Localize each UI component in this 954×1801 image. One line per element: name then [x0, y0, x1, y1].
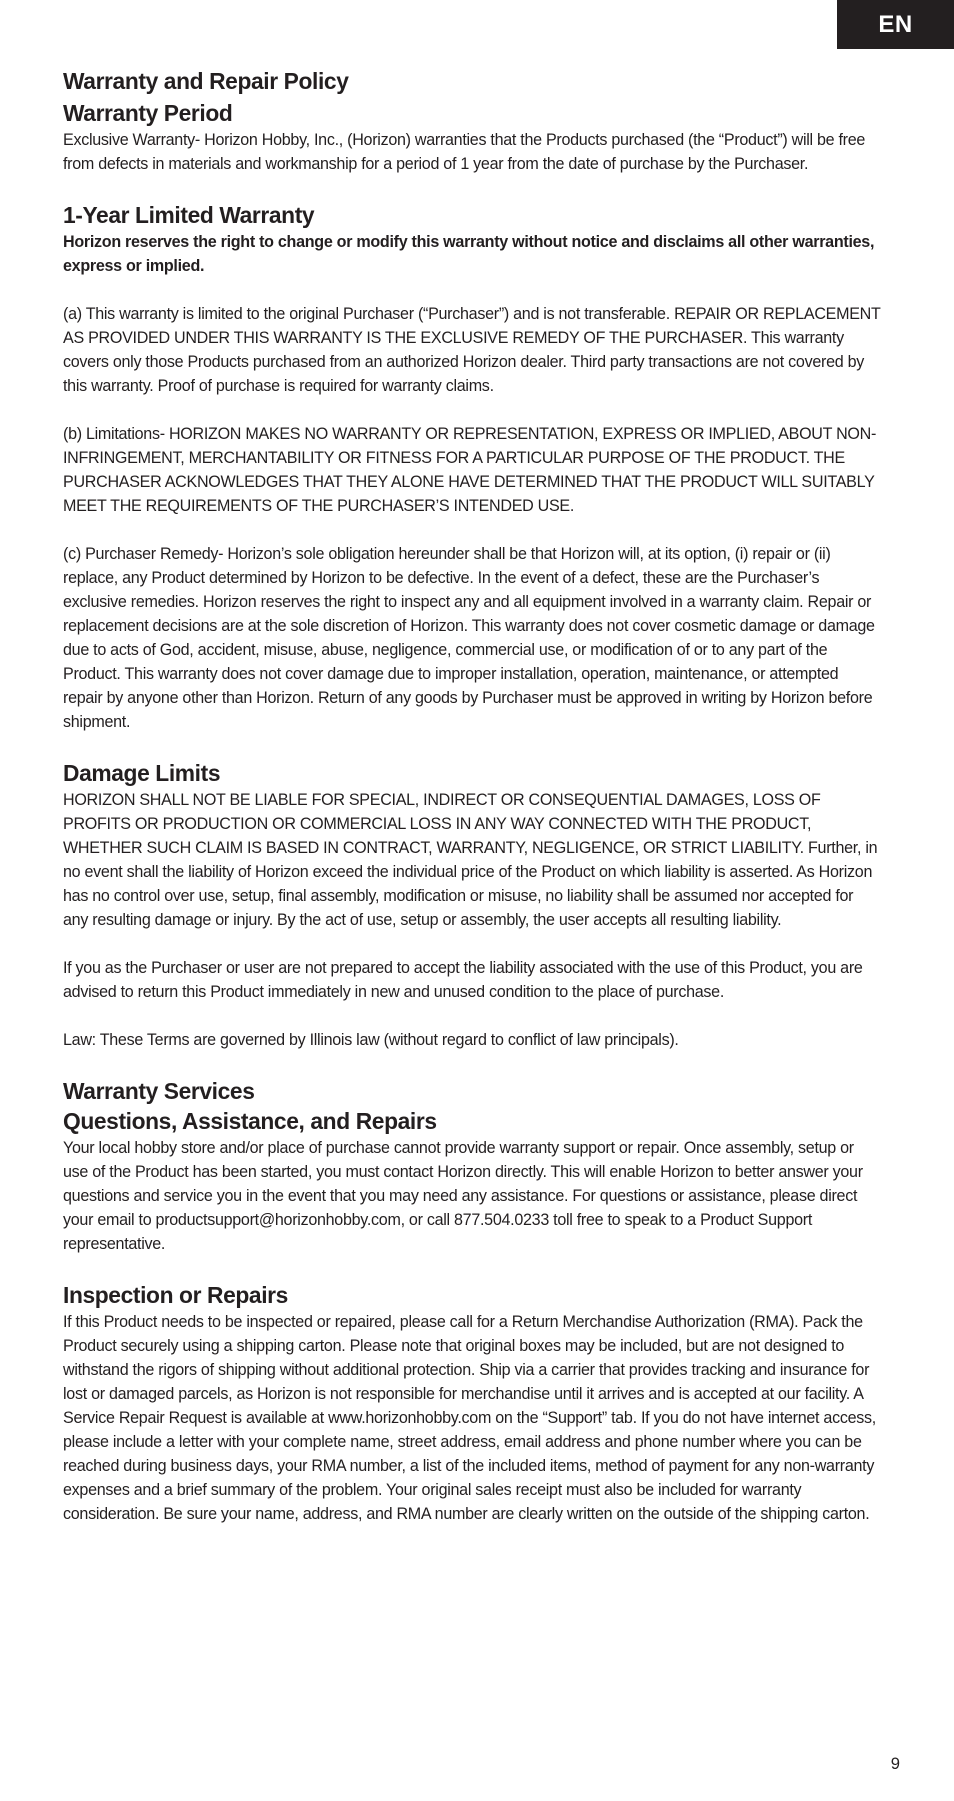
inspection-heading: Inspection or Repairs — [63, 1282, 288, 1308]
limited-warranty-note: Horizon reserves the right to change or modify this warranty without notice and disclaims all other warranties, express or implied. — [63, 232, 875, 275]
limited-warranty-para-a: (a) This warranty is limited to the original Purchaser (“Purchaser”) and is not transferable. REPAIR OR REPLACEMENT AS PROVIDED UNDER THIS WARRANTY IS THE EXCLUSIVE REMEDY OF THE PURCHASER. This warranty covers only those Products purchased from an authorized Horizon dealer. Third party transactions are not covered by this warranty. Proof of purchase is required for warranty claims. — [63, 304, 881, 395]
questions-assistance-heading: Questions, Assistance, and Repairs — [63, 1108, 437, 1134]
page-number: 9 — [890, 1754, 900, 1773]
damage-limits-heading: Damage Limits — [63, 760, 221, 786]
warranty-services-body: Your local hobby store and/or place of purchase cannot provide warranty support or repair. Once assembly, setup or use of the Product has been started, you must contact Horizon directly. This will enable Horizon to better answer your questions and service you in the event that you may need any assistance. For questions or assistance, please direct your email to productsupport@horizonhobby.com, or call 877.504.0233 toll free to speak to a Product Support representative. — [63, 1138, 863, 1253]
limited-warranty-heading: 1-Year Limited Warranty — [63, 202, 315, 228]
warranty-period-heading: Warranty Period — [63, 100, 233, 126]
limited-warranty-para-b: (b) Limitations- HORIZON MAKES NO WARRANTY OR REPRESENTATION, EXPRESS OR IMPLIED, ABOUT NON-INFRINGEMENT, MERCHANTABILITY OR FITNESS FOR A PARTICULAR PURPOSE OF THE PRODUCT. THE PURCHASER ACKNOWLEDGES THAT THEY ALONE HAVE DETERMINED THAT THE PRODUCT WILL SUITABLY MEET THE REQUIREMENTS OF THE PURCHASER’S INTENDED USE. — [63, 424, 877, 515]
document-content — [63, 64, 907, 1526]
inspection-body: If this Product needs to be inspected or repaired, please call for a Return Merchandise Authorization (RMA). Pack the Product securely using a shipping carton. Please note that original boxes may be included, but are not designed to withstand the rigors of shipping without additional protection. Ship via a carrier that provides tracking and insurance for lost or damaged parcels, as Horizon is not responsible for merchandise until it arrives and is accepted at our facility. A Service Repair Request is available at www.horizonhobby.com on the “Support” tab. If you do not have internet access, please include a letter with your complete name, street address, email address and phone number where you can be reached during business days, your RMA number, a list of the included items, method of payment for any non-warranty expenses and a brief summary of the problem. Your original sales receipt must also be included for warranty consideration. Be sure your name, address, and RMA number are clearly written on the outside of the shipping carton. — [63, 1312, 876, 1523]
governing-law: Law: These Terms are governed by Illinois law (without regard to conflict of law principals). — [63, 1030, 679, 1049]
warranty-period-body: Exclusive Warranty- Horizon Hobby, Inc., (Horizon) warranties that the Products purchased (the “Product”) will be free from defects in materials and workmanship for a period of 1 year from the date of purchase by the Purchaser. — [63, 130, 866, 173]
warranty-services-heading: Warranty Services — [63, 1078, 255, 1104]
page-title: Warranty and Repair Policy — [63, 68, 349, 94]
damage-limits-para-2: If you as the Purchaser or user are not prepared to accept the liability associated with the use of this Product, you are advised to return this Product immediately in new and unused condition to the place of purchase. — [63, 958, 863, 1001]
language-tab: EN — [837, 0, 954, 49]
limited-warranty-para-c: (c) Purchaser Remedy- Horizon’s sole obligation hereunder shall be that Horizon will, at its option, (i) repair or (ii) replace, any Product determined by Horizon to be defective. In the event of a defect, these are the Purchaser’s exclusive remedies. Horizon reserves the right to inspect any and all equipment involved in a warranty claim. Repair or replacement decisions are at the sole discretion of Horizon. This warranty does not cover cosmetic damage or damage due to acts of God, accident, misuse, abuse, negligence, commercial use, or modification of or to any part of the Product. This warranty does not cover damage due to improper installation, operation, maintenance, or attempted repair by anyone other than Horizon. Return of any goods by Purchaser must be approved in writing by Horizon before shipment. — [63, 544, 875, 731]
damage-limits-para-1: HORIZON SHALL NOT BE LIABLE FOR SPECIAL, INDIRECT OR CONSEQUENTIAL DAMAGES, LOSS OF PROFITS OR PRODUCTION OR COMMERCIAL LOSS IN ANY WAY CONNECTED WITH THE PRODUCT, WHETHER SUCH CLAIM IS BASED IN CONTRACT, WARRANTY, NEGLIGENCE, OR STRICT LIABILITY. Further, in no event shall the liability of Horizon exceed the individual price of the Product on which liability is asserted. As Horizon has no control over use, setup, final assembly, modification or misuse, no liability shall be assumed nor accepted for any resulting damage or injury. By the act of use, setup or assembly, the user accepts all resulting liability. — [63, 790, 878, 929]
